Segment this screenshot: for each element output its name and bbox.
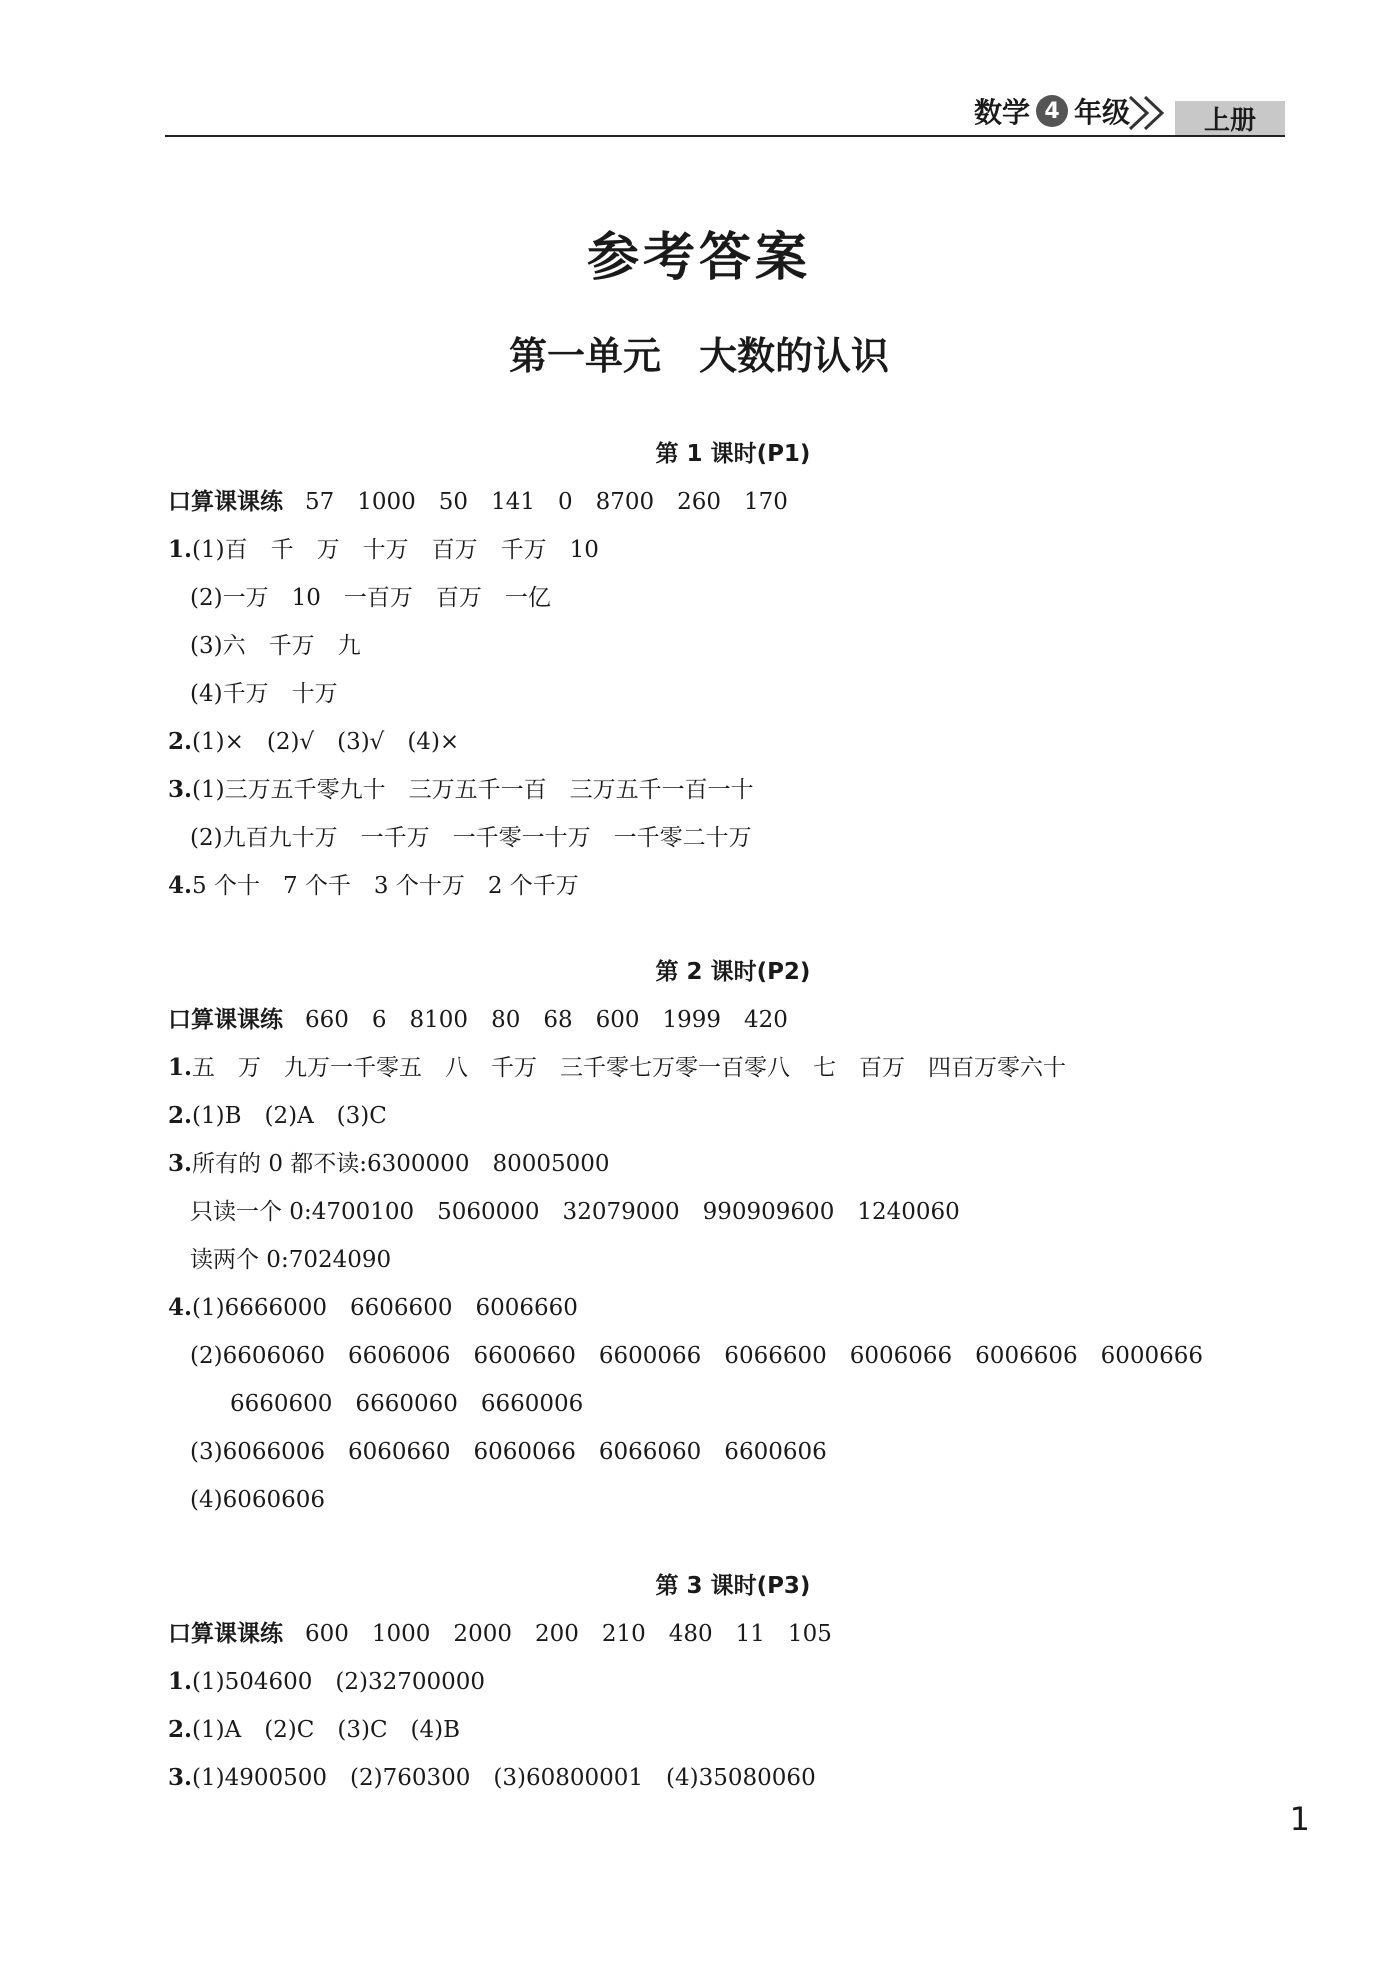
answer-text: (1)6666000 6606600 6006660 <box>192 1295 578 1321</box>
page-title: 参考答案 <box>586 228 811 288</box>
lesson-title: 第 2 课时(P2) <box>655 959 811 985</box>
answer-text: (1)B (2)A (3)C <box>192 1103 387 1129</box>
answer-line <box>168 1658 1288 1706</box>
question-number: 1. <box>168 1054 193 1081</box>
question-number: 3. <box>168 776 193 803</box>
answer-line <box>168 1284 1288 1332</box>
question-number: 4. <box>168 1294 193 1321</box>
answer-text: (4)6060606 <box>190 1487 326 1513</box>
answer-line <box>168 862 1288 910</box>
answer-text: (3)六 千万 九 <box>190 633 361 659</box>
double-chevron-icon <box>1125 93 1175 133</box>
answer-text: (1)三万五千零九十 三万五千一百 三万五千一百一十 <box>192 777 754 803</box>
question-number: 3. <box>168 1764 193 1791</box>
answer-text: 5 个十 7 个千 3 个十万 2 个千万 <box>192 873 579 899</box>
answer-line <box>168 1236 1288 1284</box>
answer-text: 只读一个 0:4700100 5060000 32079000 990909600 1240060 <box>190 1199 960 1225</box>
answer-text: (1)504600 (2)32700000 <box>192 1669 486 1695</box>
answer-line <box>168 1706 1288 1754</box>
question-number: 2. <box>168 1102 193 1129</box>
answer-text: (2)6606060 6606006 6600660 6600066 6066600 6006066 6006606 6000666 <box>190 1343 1204 1369</box>
answer-line <box>168 1754 1288 1802</box>
oral-practice-line <box>168 478 1288 526</box>
unit-title: 第一单元 大数的认识 <box>508 334 889 378</box>
oral-practice-label: 口算课课练 <box>168 1007 283 1033</box>
answer-text: 五 万 九万一千零五 八 千万 三千零七万零一百零八 七 百万 四百万零六十 <box>192 1055 1067 1081</box>
oral-practice-label: 口算课课练 <box>168 1621 283 1647</box>
question-number: 2. <box>168 728 193 755</box>
answer-line <box>168 1044 1288 1092</box>
answer-line <box>168 1476 1288 1524</box>
answer-text: 所有的 0 都不读:6300000 80005000 <box>192 1151 610 1177</box>
page-header <box>165 95 1285 137</box>
question-number: 4. <box>168 872 193 899</box>
answer-line <box>168 814 1288 862</box>
lesson-section <box>168 948 1288 1524</box>
answer-text: (1)A (2)C (3)C (4)B <box>192 1717 461 1743</box>
answer-line <box>168 766 1288 814</box>
answer-text: (3)6066006 6060660 6060066 6066060 6600606 <box>190 1439 827 1465</box>
question-number: 2. <box>168 1716 193 1743</box>
header-grade-suffix: 年级 <box>1073 96 1130 129</box>
answer-line <box>168 526 1288 574</box>
answer-line <box>168 622 1288 670</box>
oral-practice-line <box>168 996 1288 1044</box>
question-number: 1. <box>168 1668 193 1695</box>
answer-line <box>168 1092 1288 1140</box>
answer-line <box>168 1428 1288 1476</box>
question-number: 3. <box>168 1150 193 1177</box>
answer-text: (2)九百九十万 一千万 一千零一十万 一千零二十万 <box>190 825 752 851</box>
answer-line <box>168 1188 1288 1236</box>
answer-line <box>168 1380 1288 1428</box>
answer-content <box>168 430 1288 1840</box>
oral-practice-values: 57 1000 50 141 0 8700 260 170 <box>305 489 788 515</box>
answer-text: (2)一万 10 一百万 百万 一亿 <box>190 585 551 611</box>
header-subject: 数学 <box>973 96 1030 129</box>
oral-practice-values: 600 1000 2000 200 210 480 11 105 <box>305 1621 832 1647</box>
answer-text: (4)千万 十万 <box>190 681 338 707</box>
lesson-section <box>168 430 1288 910</box>
answer-text: 读两个 0:7024090 <box>190 1247 392 1273</box>
question-number: 1. <box>168 536 193 563</box>
answer-text: (1)4900500 (2)760300 (3)60800001 (4)35080060 <box>192 1765 816 1791</box>
oral-practice-label: 口算课课练 <box>168 489 283 515</box>
volume-tab: 上册 <box>1175 101 1285 135</box>
lesson-title: 第 1 课时(P1) <box>655 441 811 467</box>
lesson-title: 第 3 课时(P3) <box>655 1573 811 1599</box>
header-subject-grade <box>974 91 1130 131</box>
lesson-section <box>168 1562 1288 1802</box>
header-rule <box>165 135 1285 137</box>
answer-line <box>168 718 1288 766</box>
answer-line <box>168 1140 1288 1188</box>
oral-practice-values: 660 6 8100 80 68 600 1999 420 <box>305 1007 788 1033</box>
answer-line <box>168 574 1288 622</box>
answer-line <box>168 1332 1288 1380</box>
answer-line <box>168 670 1288 718</box>
oral-practice-line <box>168 1610 1288 1658</box>
answer-text: (1)百 千 万 十万 百万 千万 10 <box>192 537 599 563</box>
answer-text: 6660600 6660060 6660006 <box>230 1391 584 1417</box>
grade-number-badge: 4 <box>1036 95 1068 127</box>
answer-text: (1)× (2)√ (3)√ (4)× <box>192 729 460 755</box>
page-number: 1 <box>1289 1800 1310 1838</box>
